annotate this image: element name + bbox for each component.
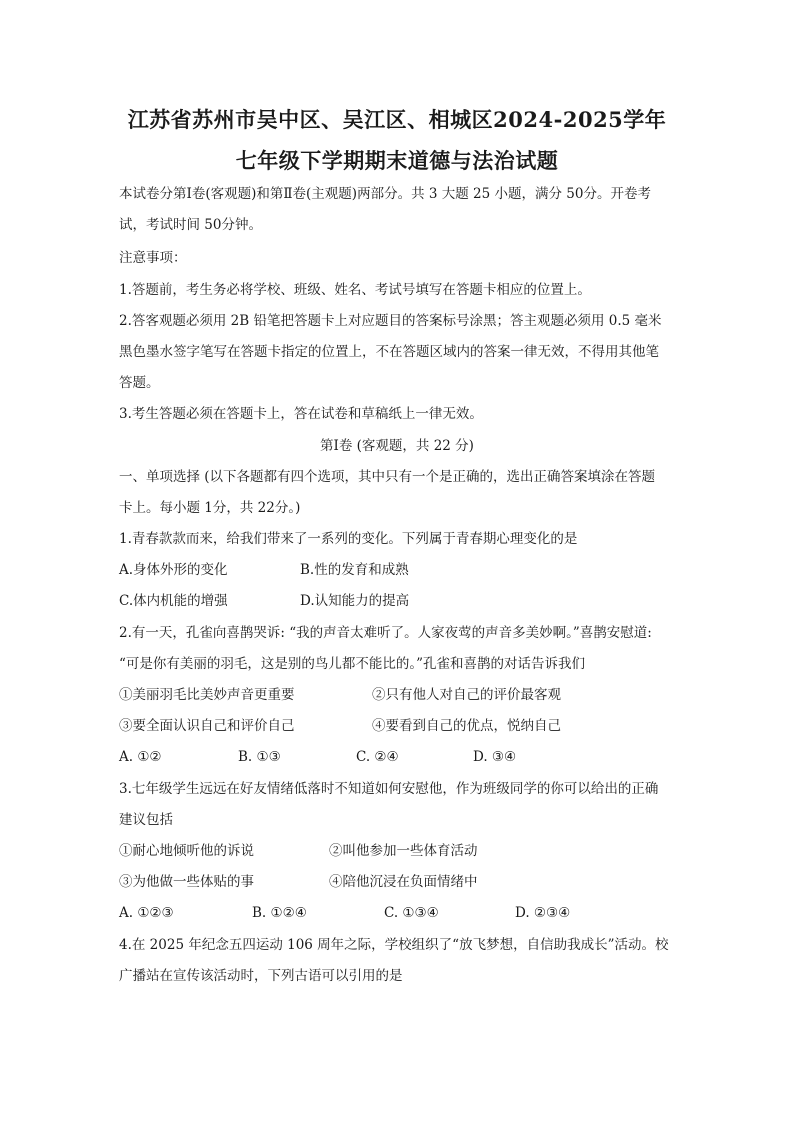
- intro-line1: 本试卷分第Ⅰ卷(客观题)和第Ⅱ卷(主观题)两部分。共 3 大题 25 小题，满分 50分。开卷考: [119, 186, 651, 202]
- q4-stem-a: 4.在 2025 年纪念五四运动 106 周年之际，学校组织了“放飞梦想，自信助我成长”活动。校: [119, 937, 669, 953]
- notice-item-2a: 2.答客观题必须用 2B 铅笔把答题卡上对应题目的答案标号涂黑；答主观题必须用 0.5 毫米: [119, 313, 662, 329]
- q2-stem-b: “可是你有美丽的羽毛，这是别的鸟儿都不能比的。”孔雀和喜鹊的对话告诉我们: [119, 656, 586, 672]
- q3-item-2: ②叫他参加一些体育活动: [329, 843, 478, 859]
- q1-option-d: D.认知能力的提高: [300, 593, 410, 609]
- section-instructions-b: 卡上。每小题 1分，共 22分。): [119, 500, 301, 516]
- q2-item-4: ④要看到自己的优点，悦纳自己: [372, 718, 561, 734]
- q1-option-a: A.身体外形的变化: [119, 562, 228, 578]
- q3-option-d: D. ②③④: [515, 905, 571, 921]
- q2-option-d: D. ③④: [473, 749, 517, 765]
- q3-option-b: B. ①②④: [252, 905, 307, 921]
- q3-item-1: ①耐心地倾听他的诉说: [119, 843, 254, 859]
- intro-line2: 试，考试时间 50分钟。: [119, 217, 262, 233]
- q1-option-b: B.性的发育和成熟: [300, 562, 409, 578]
- section-heading: 第Ⅰ卷 (客观题，共 22 分): [320, 438, 474, 454]
- exam-title-line1: 江苏省苏州市吴中区、吴江区、相城区2024-2025学年: [127, 107, 667, 132]
- q2-item-3: ③要全面认识自己和评价自己: [119, 718, 295, 734]
- q2-item-1: ①美丽羽毛比美妙声音更重要: [119, 687, 295, 703]
- q4-stem-b: 广播站在宣传该活动时，下列古语可以引用的是: [119, 968, 403, 984]
- q1-stem: 1.青春款款而来，给我们带来了一系列的变化。下列属于青春期心理变化的是: [119, 531, 578, 547]
- q3-option-c: C. ①③④: [384, 905, 439, 921]
- q2-option-c: C. ②④: [356, 749, 399, 765]
- q3-option-a: A. ①②③: [119, 905, 174, 921]
- q3-item-4: ④陪他沉浸在负面情绪中: [329, 874, 478, 890]
- q2-option-b: B. ①③: [238, 749, 281, 765]
- q3-stem-b: 建议包括: [119, 812, 173, 828]
- q3-stem-a: 3.七年级学生远远在好友情绪低落时不知道如何安慰他，作为班级同学的你可以给出的正确: [119, 781, 659, 797]
- q2-item-2: ②只有他人对自己的评价最客观: [372, 687, 561, 703]
- notice-item-1: 1.答题前，考生务必将学校、班级、姓名、考试号填写在答题卡相应的位置上。: [119, 282, 591, 298]
- notice-item-3: 3.考生答题必须在答题卡上，答在试卷和草稿纸上一律无效。: [119, 406, 483, 422]
- section-instructions-a: 一、单项选择 (以下各题都有四个选项，其中只有一个是正确的，选出正确答案填涂在答题: [119, 469, 656, 485]
- notice-item-2c: 答题。: [119, 375, 160, 391]
- q2-option-a: A. ①②: [119, 749, 162, 765]
- q2-stem-a: 2.有一天，孔雀向喜鹊哭诉: “我的声音太难听了。人家夜莺的声音多美妙啊。”喜鹊安慰道:: [119, 625, 652, 641]
- q3-item-3: ③为他做一些体贴的事: [119, 874, 254, 890]
- exam-title-line2: 七年级下学期期末道德与法治试题: [235, 148, 559, 173]
- notice-item-2b: 黑色墨水签字笔写在答题卡指定的位置上，不在答题区域内的答案一律无效，不得用其他笔: [119, 344, 659, 360]
- notice-heading: 注意事项：: [119, 250, 187, 266]
- q1-option-c: C.体内机能的增强: [119, 593, 228, 609]
